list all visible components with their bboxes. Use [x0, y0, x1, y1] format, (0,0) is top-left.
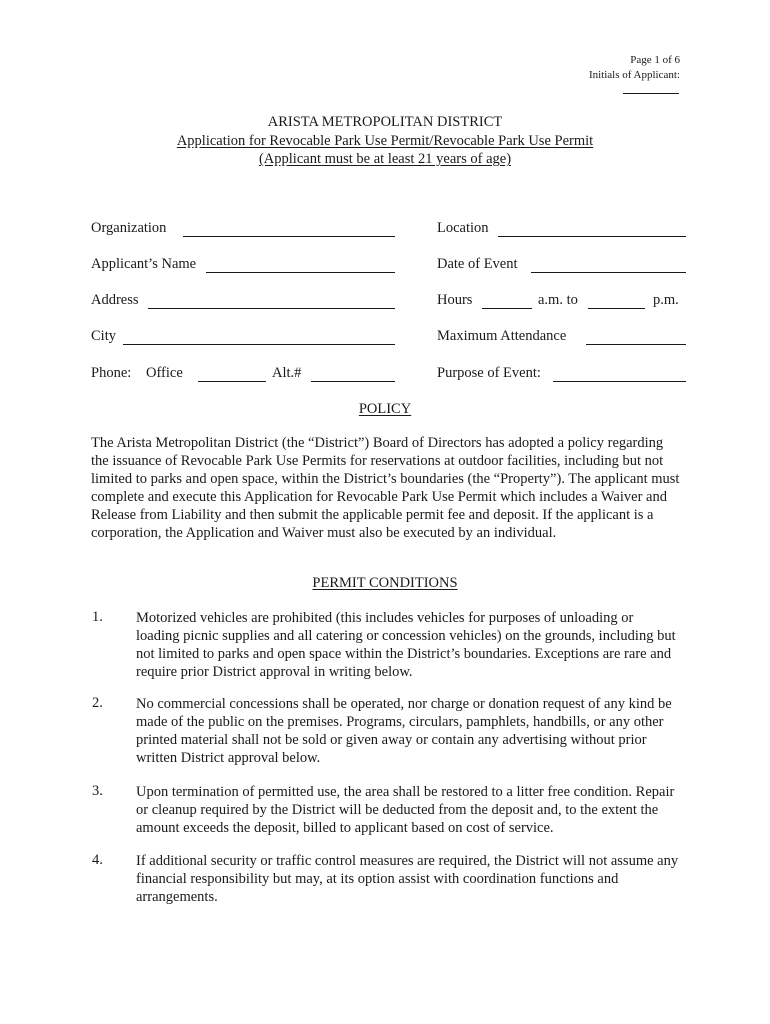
page-number: Page 1 of 6	[630, 54, 680, 66]
pm-label: p.m.	[653, 292, 679, 308]
condition-number: 2.	[92, 695, 103, 711]
hours-label: Hours	[437, 292, 473, 308]
office-phone-field[interactable]	[198, 381, 266, 382]
alt-phone-field[interactable]	[311, 381, 395, 382]
policy-heading: POLICY	[358, 401, 412, 417]
max-attendance-field[interactable]	[586, 344, 686, 345]
hours-end-field[interactable]	[588, 308, 645, 309]
condition-text: Motorized vehicles are prohibited (this includes vehicles for purposes of unloading or loading picnic supplies and all catering or concession vehicles) on the grounds, including but not limited to parks and open space within the District’s boundaries. Exceptions are rare and require prior District approval in writing below.	[136, 610, 676, 680]
condition-text: If additional security or traffic control measures are required, the District will not assume any financial responsibility but may, at its option assist with coordination functions and arrangements.	[136, 853, 679, 905]
city-field[interactable]	[123, 344, 395, 345]
condition-number: 3.	[92, 783, 103, 799]
address-label: Address	[91, 292, 139, 308]
city-label: City	[91, 328, 116, 344]
condition-text: Upon termination of permitted use, the area shall be restored to a litter free condition. Repair or cleanup required by the District will be deducted from the deposit and, to the extent the amount exceeds the deposit, billed to applicant based on cost of service.	[136, 784, 675, 836]
location-label: Location	[437, 220, 489, 236]
location-field[interactable]	[498, 236, 686, 237]
purpose-field[interactable]	[553, 381, 686, 382]
organization-label: Organization	[91, 220, 167, 236]
office-label: Office	[146, 365, 183, 381]
age-requirement: (Applicant must be at least 21 years of age)	[258, 151, 512, 167]
application-title: Application for Revocable Park Use Permit/Revocable Park Use Permit	[176, 133, 594, 149]
date-of-event-field[interactable]	[531, 272, 686, 273]
initials-input-line[interactable]	[623, 93, 679, 94]
applicant-name-field[interactable]	[206, 272, 395, 273]
permit-conditions-heading: PERMIT CONDITIONS	[312, 575, 458, 591]
alt-label: Alt.#	[272, 365, 302, 381]
hours-start-field[interactable]	[482, 308, 532, 309]
organization-field[interactable]	[183, 236, 395, 237]
applicant-name-label: Applicant’s Name	[91, 256, 197, 272]
max-attendance-label: Maximum Attendance	[437, 328, 567, 344]
condition-number: 1.	[92, 609, 103, 625]
policy-text: The Arista Metropolitan District (the “District”) Board of Directors has adopted a policy regarding the issuance of Revocable Park Use Permits for reservations at outdoor facilities, including but not limited to parks and open space, within the District’s boundaries (the “Property”). The applicant must complete and execute this Application for Revocable Park Use Permit which includes a Waiver and Release from Liability and then submit the applicable permit fee and deposit. If the applicant is a corporation, the Application and Waiver must also be executed by an individual.	[91, 435, 680, 541]
phone-label: Phone:	[91, 365, 132, 381]
district-title: ARISTA METROPOLITAN DISTRICT	[267, 114, 503, 130]
initials-label: Initials of Applicant:	[588, 69, 680, 81]
am-to-label: a.m. to	[538, 292, 578, 308]
condition-text: No commercial concessions shall be operated, nor charge or donation request of any kind be made of the public on the premises. Programs, circulars, pamphlets, handbills, or any other printed material shall not be sold or given away or contain any advertising without prior written District approval below.	[136, 696, 672, 766]
condition-number: 4.	[92, 852, 103, 868]
address-field[interactable]	[148, 308, 395, 309]
purpose-label: Purpose of Event:	[437, 365, 541, 381]
date-of-event-label: Date of Event	[437, 256, 518, 272]
